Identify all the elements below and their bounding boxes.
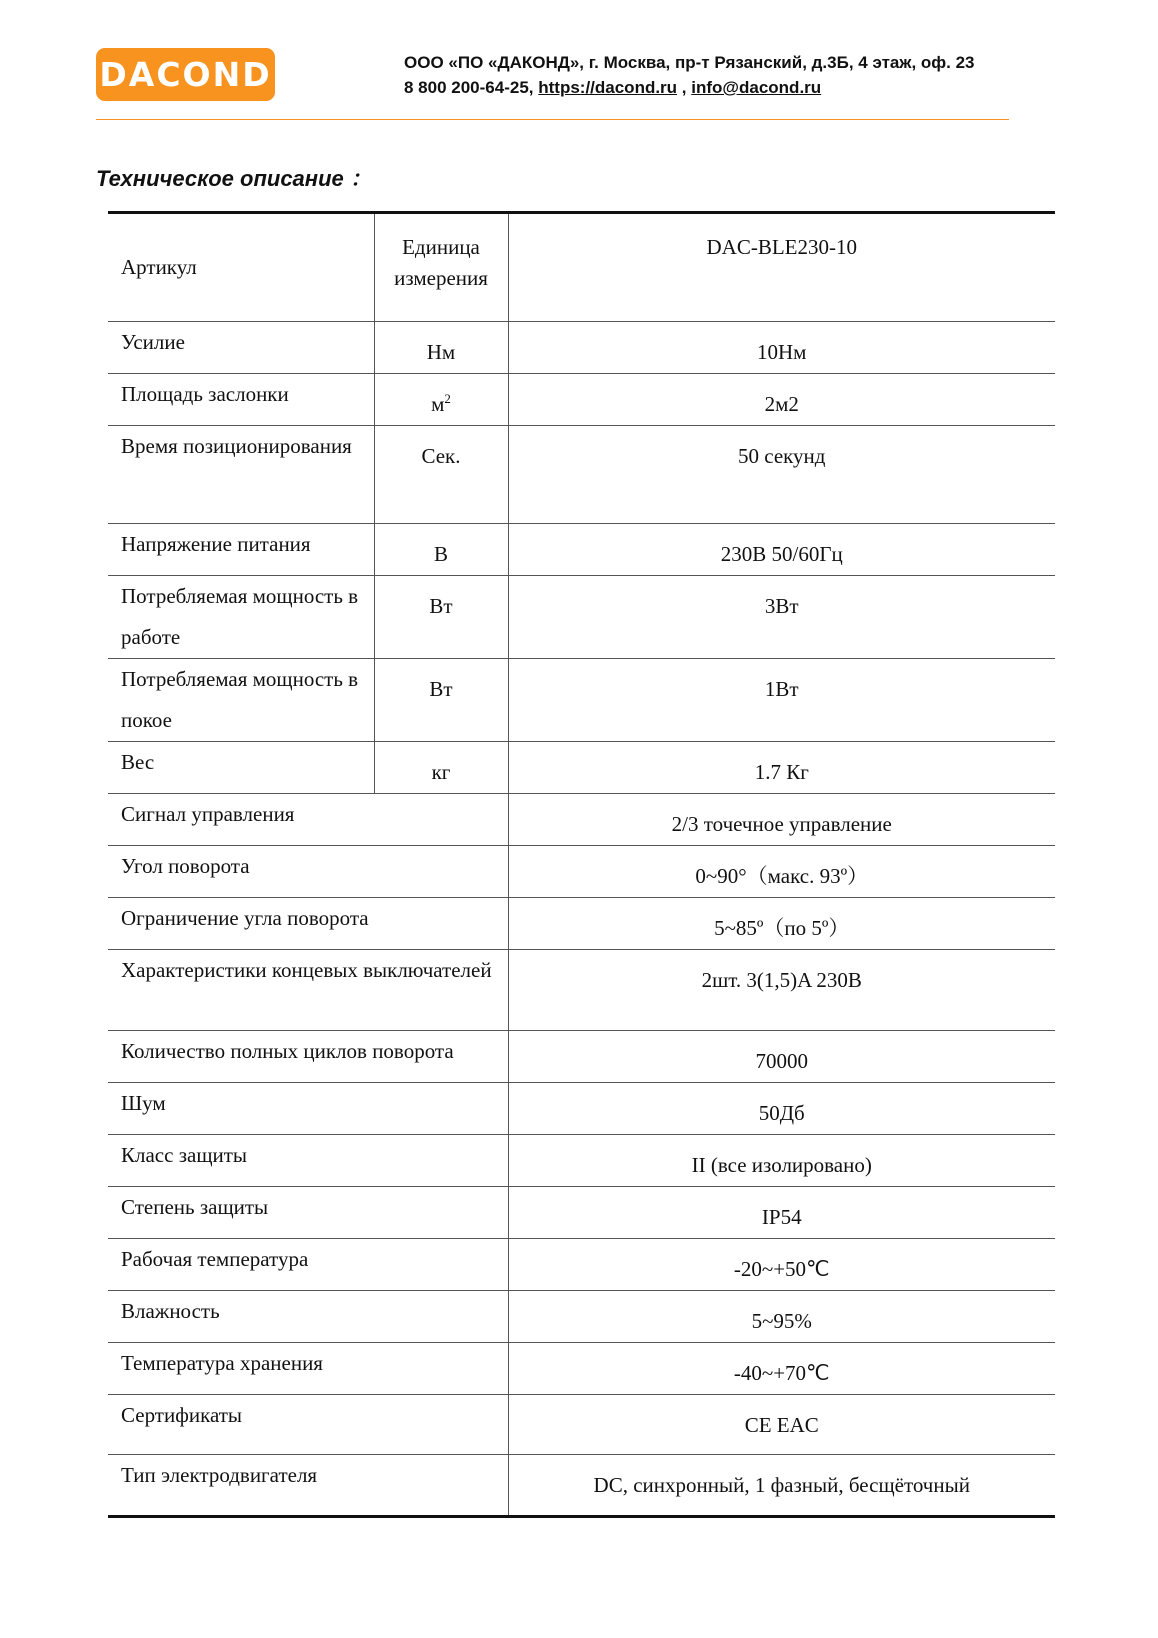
company-contacts (404, 75, 975, 100)
param-value-cell: 2/3 точечное управление (508, 794, 1055, 846)
param-name-cell: Сигнал управления (108, 794, 508, 846)
param-name-cell: Угол поворота (108, 846, 508, 898)
table-row (108, 794, 1055, 846)
table-row (108, 576, 1055, 659)
spec-table (108, 211, 1055, 1518)
header-name-cell: Артикул (108, 213, 374, 322)
table-row (108, 742, 1055, 794)
table-row (108, 322, 1055, 374)
website-link[interactable]: https://dacond.ru (538, 78, 678, 97)
table-row (108, 1343, 1055, 1395)
table-row (108, 1291, 1055, 1343)
param-value-cell: -20~+50℃ (508, 1239, 1055, 1291)
param-name-cell: Характеристики концевых выключателей (108, 950, 508, 1031)
param-name-cell: Потребляемая мощность в работе (108, 576, 374, 659)
unit-text: Вт (429, 677, 453, 701)
unit-text: м (431, 392, 445, 416)
param-value-cell: 10Нм (508, 322, 1055, 374)
param-value-cell: 1.7 Кг (508, 742, 1055, 794)
table-row (108, 659, 1055, 742)
param-unit-cell (374, 659, 508, 742)
table-row (108, 426, 1055, 524)
param-unit-cell (374, 322, 508, 374)
param-value-cell: 5~95% (508, 1291, 1055, 1343)
unit-text: Вт (429, 594, 453, 618)
param-name-cell: Рабочая температура (108, 1239, 508, 1291)
param-value-cell: 50Дб (508, 1083, 1055, 1135)
table-header-row (108, 213, 1055, 322)
param-value-cell: -40~+70℃ (508, 1343, 1055, 1395)
param-name-cell: Сертификаты (108, 1395, 508, 1455)
param-name-cell: Время позиционирования (108, 426, 374, 524)
param-name-cell: Температура хранения (108, 1343, 508, 1395)
table-row (108, 846, 1055, 898)
unit-text: В (433, 542, 448, 566)
param-name-cell: Усилие (108, 322, 374, 374)
section-title: Техническое описание ： (96, 166, 372, 191)
company-logo: DACOND (96, 48, 275, 101)
table-row (108, 950, 1055, 1031)
table-row (108, 898, 1055, 950)
company-address: ООО «ПО «ДАКОНД», г. Москва, пр-т Рязанский, д.3Б, 4 этаж, оф. 23 (404, 53, 975, 72)
param-value-cell: 1Вт (508, 659, 1055, 742)
param-value-cell: 2м2 (508, 374, 1055, 426)
param-name-cell: Класс защиты (108, 1135, 508, 1187)
param-name-cell: Шум (108, 1083, 508, 1135)
param-name-cell: Напряжение питания (108, 524, 374, 576)
param-value-cell: 50 секунд (508, 426, 1055, 524)
param-value-cell: IP54 (508, 1187, 1055, 1239)
param-name-cell: Тип электродвигателя (108, 1455, 508, 1517)
unit-text: Нм (426, 340, 456, 364)
header-value-cell: DAC-BLE230-10 (508, 213, 1055, 322)
contacts-separator: , (681, 78, 687, 97)
header-unit-cell: Единица измерения (374, 213, 508, 322)
param-unit-cell (374, 742, 508, 794)
param-value-cell: CE EAC (508, 1395, 1055, 1455)
param-name-cell: Потребляемая мощность в покое (108, 659, 374, 742)
email-link[interactable]: info@dacond.ru (691, 78, 822, 97)
param-name-cell: Количество полных циклов поворота (108, 1031, 508, 1083)
param-value-cell: DC, синхронный, 1 фазный, бесщёточный (508, 1455, 1055, 1517)
param-value-cell: 0~90°（макс. 93º） (508, 846, 1055, 898)
unit-superscript: 2 (444, 391, 451, 406)
param-unit-cell (374, 524, 508, 576)
param-name-cell: Площадь заслонки (108, 374, 374, 426)
param-value-cell: II (все изолировано) (508, 1135, 1055, 1187)
table-row (108, 524, 1055, 576)
param-name-cell: Влажность (108, 1291, 508, 1343)
param-value-cell: 5~85º（по 5º） (508, 898, 1055, 950)
unit-text: кг (431, 760, 451, 784)
header-divider (96, 119, 1009, 120)
table-row (108, 1395, 1055, 1455)
param-value-cell: 3Вт (508, 576, 1055, 659)
unit-text: Сек. (421, 444, 461, 468)
company-info (404, 50, 975, 100)
param-unit-cell (374, 576, 508, 659)
param-value-cell: 70000 (508, 1031, 1055, 1083)
company-phone: 8 800 200-64-25, (404, 78, 534, 97)
table-row (108, 1135, 1055, 1187)
table-row (108, 1455, 1055, 1517)
table-row (108, 1031, 1055, 1083)
table-row (108, 1187, 1055, 1239)
table-row (108, 1239, 1055, 1291)
param-value-cell: 2шт. 3(1,5)A 230В (508, 950, 1055, 1031)
param-unit-cell (374, 374, 508, 426)
param-unit-cell (374, 426, 508, 524)
table-row (108, 1083, 1055, 1135)
param-value-cell: 230В 50/60Гц (508, 524, 1055, 576)
table-row (108, 374, 1055, 426)
param-name-cell: Степень защиты (108, 1187, 508, 1239)
param-name-cell: Вес (108, 742, 374, 794)
param-name-cell: Ограничение угла поворота (108, 898, 508, 950)
